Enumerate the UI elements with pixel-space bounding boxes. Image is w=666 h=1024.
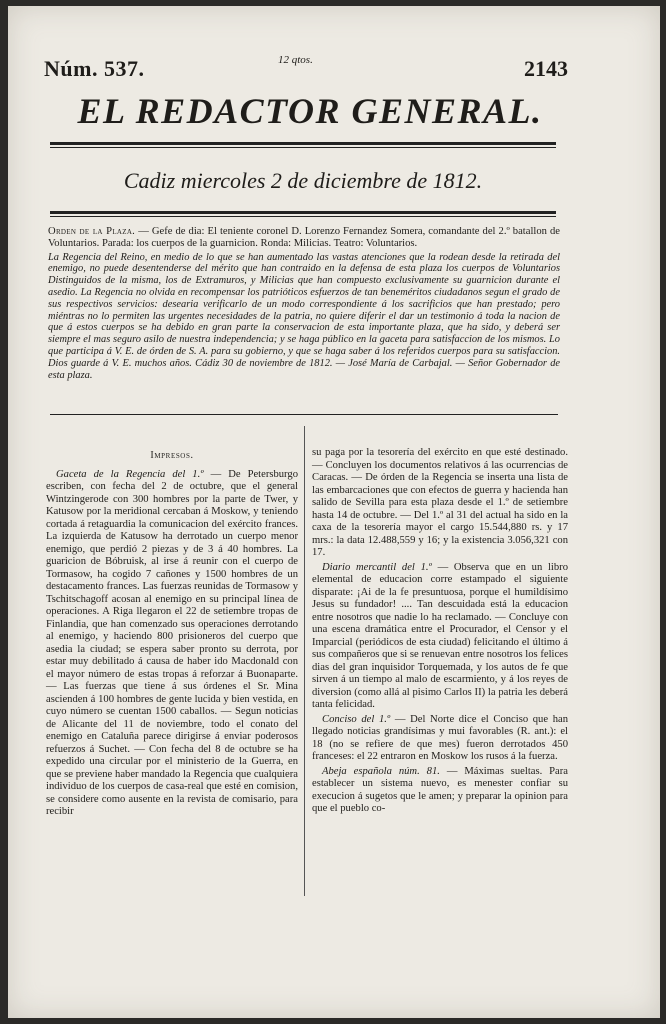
dateline: Cadiz miercoles 2 de diciembre de 1812. — [123, 168, 483, 193]
notice-text: — Gefe de dia: El teniente coronel D. Lorenzo Fernandez Somera, comandante del 2.º batallon de Voluntarios. Parada: los cuerpos de la guarnicion. Ronda: Milicias. Teatro: Voluntarios. — [48, 226, 560, 250]
article-paragraph — [312, 562, 568, 712]
title-rule-thick — [50, 142, 556, 145]
column-divider — [304, 426, 305, 896]
article-lead: Conciso del 1.º — [322, 713, 391, 725]
notice-body: La Regencia del Reino, en medio de lo que se han aumentado las vastas atenciones que la rodean desde la retirada del enemigo, no puede desentenderse del mérito que han contraido en la defensa de esta plaza los cuerpos de Voluntarios Distinguidos de la misma, los de Extramuros, y Milicias que han compuesto exclusivamente su guarnicion durante el asedio. La Regencia no olvida en recompensar los patrióticos esfuerzos de tan beneméritos ciudadanos segun el grado de sus respectivos servicios: desearia verificarlo de un modo correspondiente á los sacrificios que han prestado; pero miéntras no lo permiten las urgentes necesidades de la patria, no quiere diferir el dar un testimonio á toda la nacion de que á estos cuerpos se ha debido en gran parte la conservacion de esta importante plaza, que ha sido, y deberá ser siempre el mas seguro asilo de nuestra independencia; y se haga público en la gaceta para satisfaccion de los mismos. Lo que participa á V. E. de órden de S. A. para su gobierno, y que se haga saber á los referidos cuerpos para su satisfaccion. Dios guarde á V. E. muchos años. Cádiz 30 de noviembre de 1812. — José María de Carbajal. — Señor Gobernador de esta plaza. — [48, 251, 560, 381]
left-column — [46, 424, 298, 821]
article-text: — De Petersburgo escriben, con fecha del 2 de octubre, que el general Wintzingerode con 300 hombres por la parte de Twer, y Katusow por la meridional cercaban á Moskow, y teniendo cortada á retaguardia la comunicacion del exército frances. La izquierda de Katusow ha derrotado un cuerpo menor enemigo, que perdió 2 piezas y de 3 á 40 hombres. La guaricion de Bóbruisk, al irse á reunir con el cuerpo de Tormasow, ha cogido 7 cañones y 1500 hombres de un destacamento frances. Las fuerzas reunidas de Tormasow y Tschitschagoff acosan al enemigo en su principal línea de operaciones. A Riga llegaron el 22 de setiembre tropas de Finlandia, que han comenzado sus operaciones derrotando al enemigo, y haciendo 800 prisioneros del cuerpo que asedia la ciudad; se espera saber pronto su derrota, por estar muy debilitado á causa de haber ido Macdonald con el mayor número de estas tropas á reforzar á Buonaparte. — Las fuerzas que tiene á sus órdenes el Sr. Mina ascienden á 100 hombres de gente lucida y bien vestida, en cuyo número se cuentan 1500 caballos. — Segun noticias de Alicante del 11 de noviembre, todo el conato del enemigo en Cataluña parece dirigirse á enviar poderosos refuerzos á Suchet. — Con fecha del 8 de octubre se ha expedido una circular por el ministerio de la Guerra, en que se previene haber mandado la Regencia que cualquiera individuo de los cuerpos de casa-real que esté en comision, se considere como ausente en la revista de comisario, para recibir — [46, 468, 298, 817]
section-divider — [50, 414, 558, 415]
article-paragraph — [46, 469, 298, 819]
article-lead: Diario mercantil del 1.º — [322, 561, 432, 573]
article-text: — Observa que en un libro elemental de educacion corre estampado el siguiente disparate: ¡Ai de la fe presuntuosa, porque el humildísimo Jesus su fundador! .... Tan descuidada está la educacion entre nosotros que nadie lo ha reclamado. — Concluye con una escena dramática entre el Procurador, el Censor y el Imparcial (periódicos de esta ciudad) felicitando el último á sus compañeros que si se renuevan entre nosotros los felices dias del gran inquisidor Torquemada, y los autos de fe que sirven á un tiempo al malo de escarmiento, y á los reyes de diversion (como allá al pisimo Carlos II) la patria les deberá tanta felicidad. — [312, 561, 568, 710]
title-rule-thin — [50, 147, 556, 148]
article-text: — Máximas sueltas. Para establecer un sistema nuevo, es menester confiar su execucion á sugetos que le amen; y preparar la opinion para que el pueblo co- — [312, 765, 568, 814]
page-number: 2143 — [524, 56, 568, 81]
price-note: 12 qtos. — [278, 54, 313, 66]
article-paragraph — [312, 447, 568, 560]
notice-lead: Orden de la Plaza. — [48, 226, 136, 237]
date-rule-thin — [50, 216, 556, 217]
newspaper-page — [8, 6, 660, 1018]
date-rule-thick — [50, 211, 556, 214]
article-paragraph — [312, 766, 568, 816]
right-column — [312, 447, 568, 818]
issue-number: Núm. 537. — [44, 56, 145, 81]
plaza-order-notice — [48, 226, 560, 381]
section-heading: Impresos. — [150, 450, 194, 461]
newspaper-title: EL REDACTOR GENERAL. — [77, 91, 543, 131]
article-text: su paga por la tesorería del exército en que esté destinado. — Concluyen los documentos relativos á las ocurrencias de Caracas. — De órden de la Regencia se inserta una lista de las embarcaciones que con efectos de guerra y hacienda han salido de Sevilla para esta plaza desde el 1.º de setiembre hasta 14 de octubre. — Del 1.º al 31 del actual ha sido en la caxa de la tesorería mayor el cargo 15.544,880 rs. y 17 mrs.: la data 12.488,559 y 16; y la existencia 3.056,321 con 17. — [312, 447, 568, 558]
article-paragraph — [312, 714, 568, 764]
article-lead: Gaceta de la Regencia del 1.º — [56, 468, 204, 480]
article-lead: Abeja española núm. 81. — [322, 765, 440, 777]
article-text: — Del Norte dice el Conciso que han llegado noticias grandísimas y mui favorables (R. ant.): el 18 (no se refiere de que mes) fueron derrotados 450 franceses: el 22 entraron en Moskow los rusos á la fuerza. — [312, 713, 569, 762]
